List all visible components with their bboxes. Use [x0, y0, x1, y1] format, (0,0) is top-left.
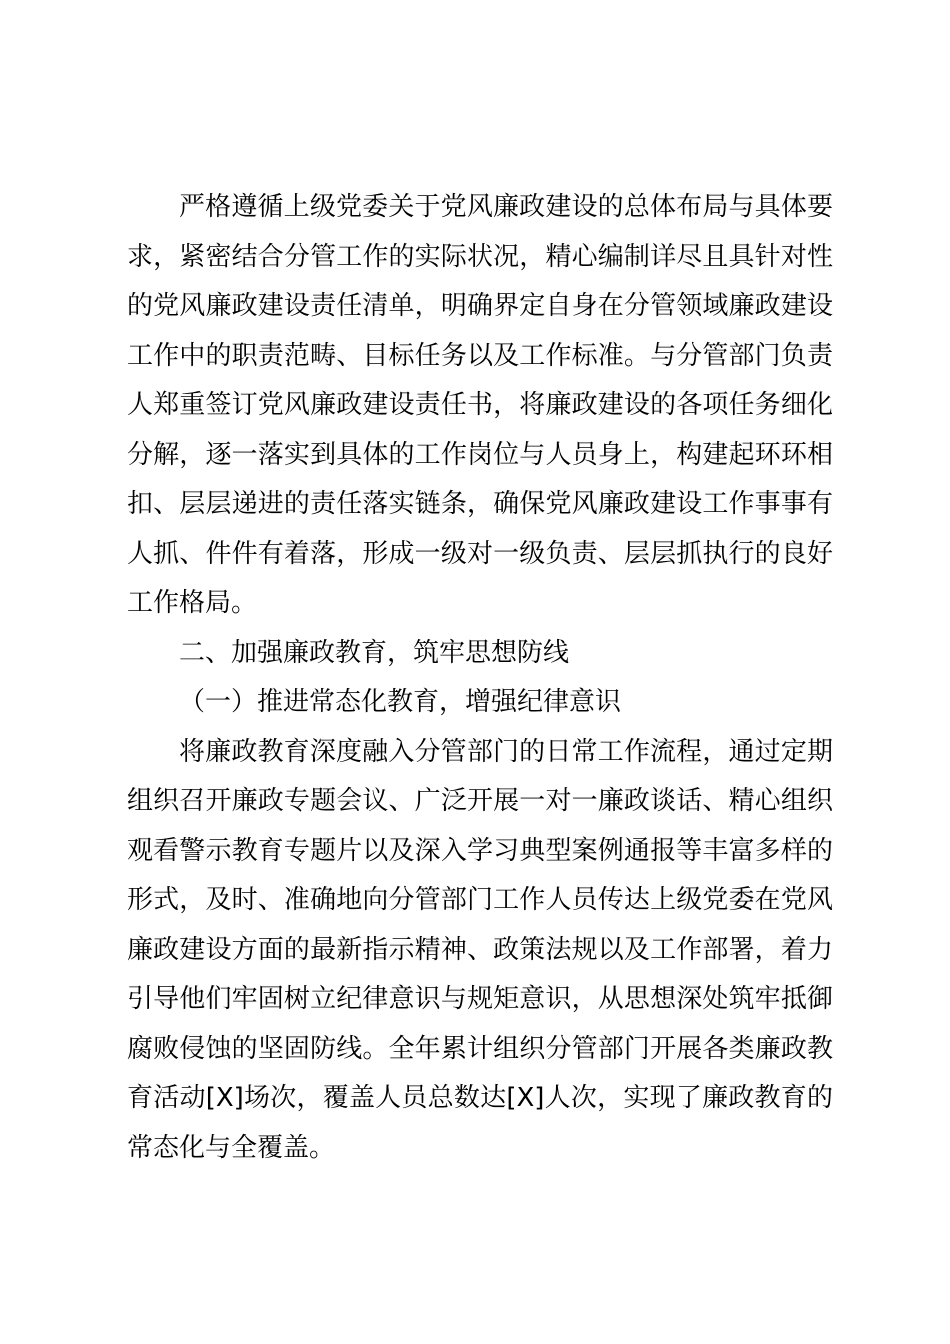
paragraph-line: 组织召开廉政专题会议、广泛开展一对一廉政谈话、精心组织: [127, 786, 833, 816]
section-heading: 二、加强廉政教育，筑牢思想防线: [179, 637, 570, 668]
paragraph-line: 的党风廉政建设责任清单，明确界定自身在分管领域廉政建设: [127, 291, 833, 321]
paragraph-line: 工作格局。: [127, 588, 258, 618]
paragraph-line: 引导他们牢固树立纪律意识与规矩意识，从思想深处筑牢抵御: [127, 984, 833, 1014]
paragraph-line: 常态化与全覆盖。: [127, 1132, 336, 1163]
paragraph-line: 分解，逐一落实到具体的工作岗位与人员身上，构建起环环相: [127, 439, 833, 470]
subsection-heading: （一）推进常态化教育，增强纪律意识: [179, 687, 622, 717]
paragraph-line: 求，紧密结合分管工作的实际状况，精心编制详尽且具针对性: [127, 241, 833, 272]
paragraph-line: 严格遵循上级党委关于党风廉政建设的总体布局与具体要: [179, 192, 833, 222]
paragraph-line: 将廉政教育深度融入分管部门的日常工作流程，通过定期: [179, 736, 833, 767]
paragraph-line: 人郑重签订党风廉政建设责任书，将廉政建设的各项任务细化: [127, 390, 833, 420]
paragraph-line: 扣、层层递进的责任落实链条，确保党风廉政建设工作事事有: [127, 489, 833, 519]
paragraph-line: 腐败侵蚀的坚固防线。全年累计组织分管部门开展各类廉政教: [127, 1033, 833, 1064]
paragraph-line: 廉政建设方面的最新指示精神、政策法规以及工作部署，着力: [127, 934, 833, 965]
paragraph-line: 育活动[X]场次，覆盖人员总数达[X]人次，实现了廉政教育的: [127, 1083, 833, 1113]
paragraph-line: 工作中的职责范畴、目标任务以及工作标准。与分管部门负责: [127, 340, 833, 371]
paragraph-line: 观看警示教育专题片以及深入学习典型案例通报等丰富多样的: [127, 835, 833, 866]
document-body: [127, 183, 833, 1173]
paragraph-line: 形式，及时、准确地向分管部门工作人员传达上级党委在党风: [127, 885, 833, 915]
paragraph-line: 人抓、件件有着落，形成一级对一级负责、层层抓执行的良好: [127, 538, 833, 569]
